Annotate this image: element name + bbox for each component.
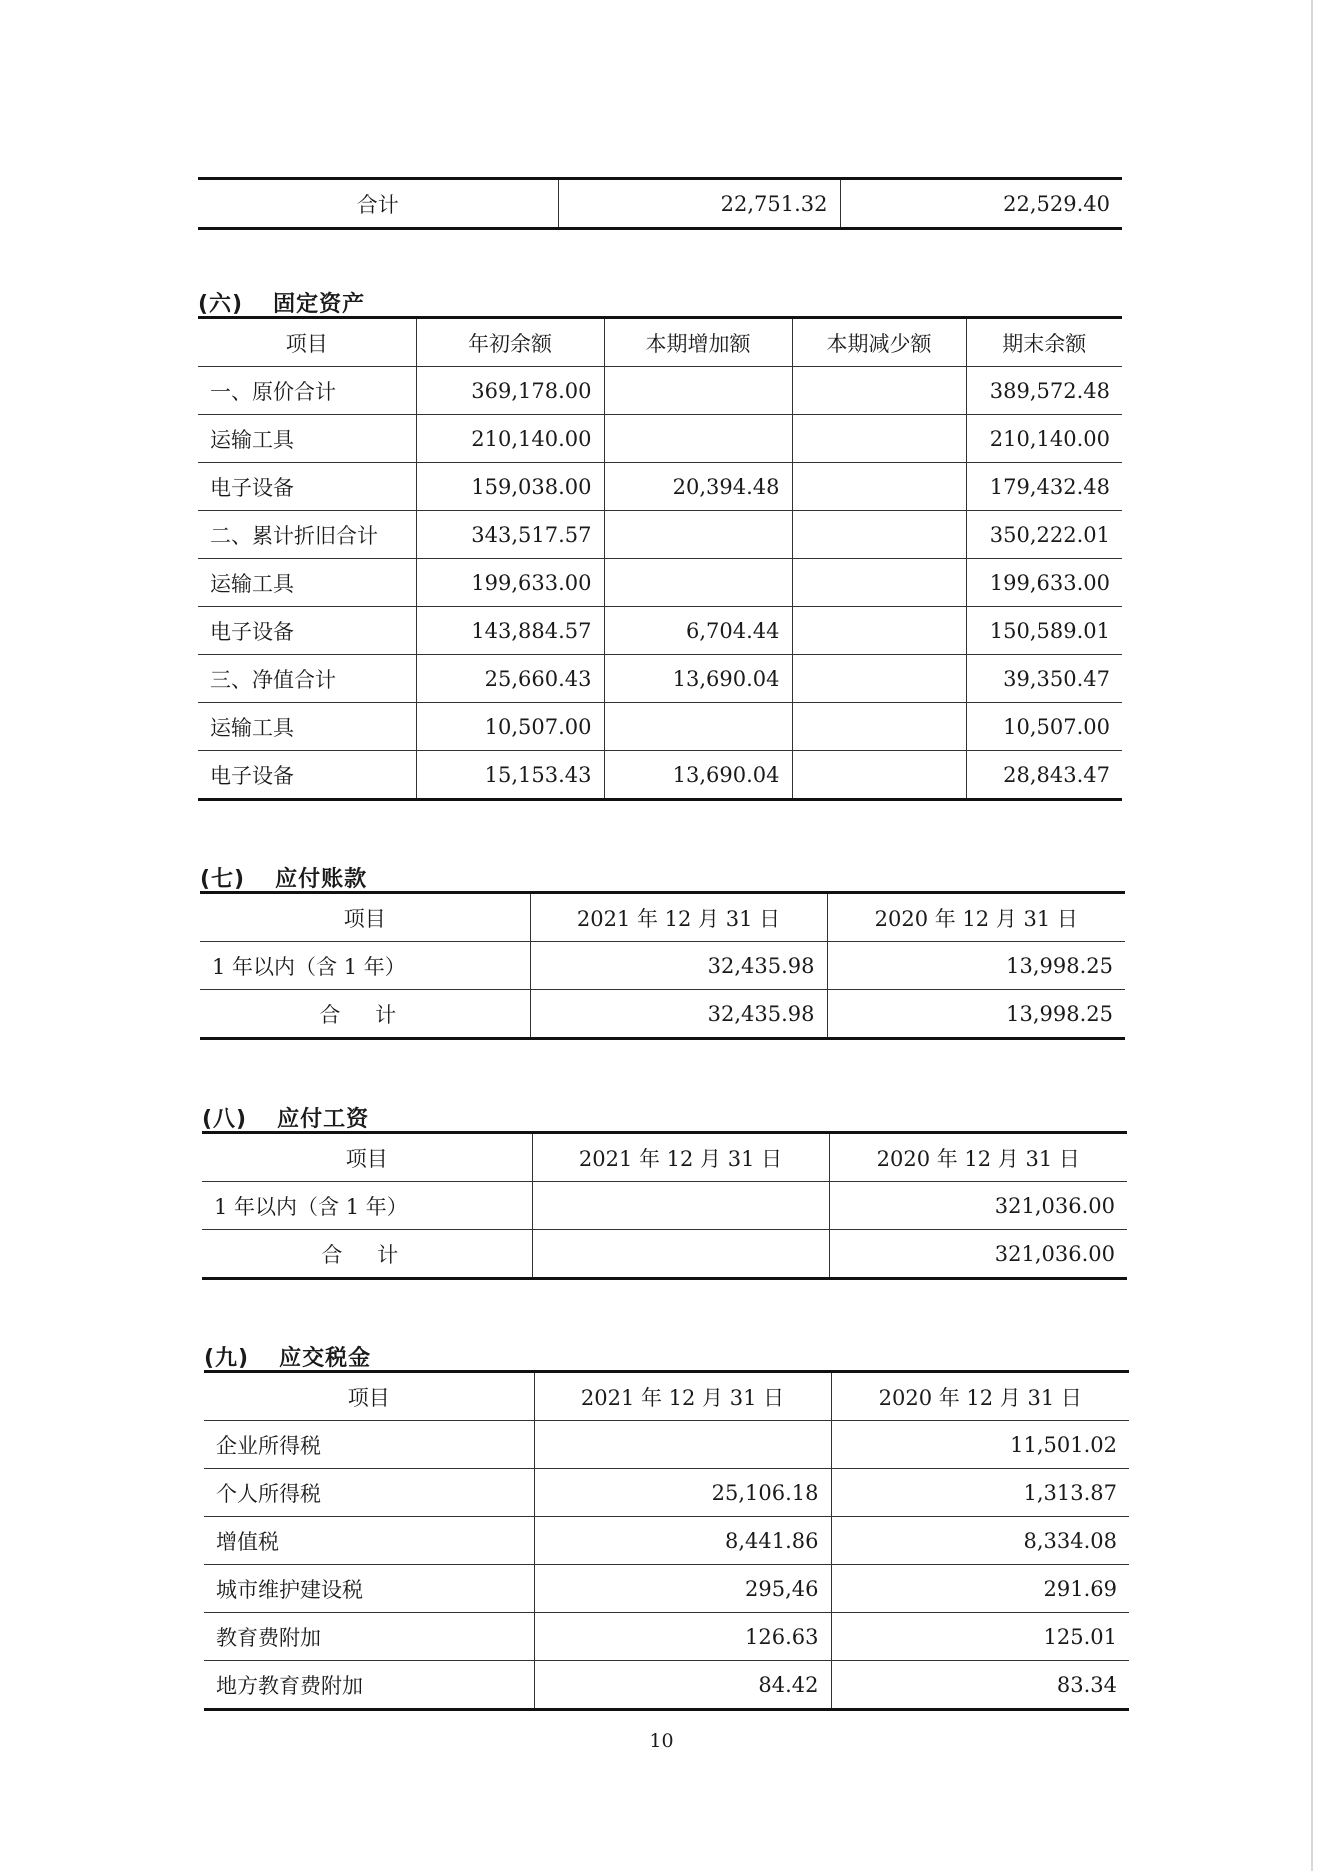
column-header: 年初余额 (416, 318, 604, 367)
row-label: 个人所得税 (204, 1469, 534, 1517)
column-header: 2021 年 12 月 31 日 (530, 893, 827, 942)
table-row (202, 1182, 1127, 1230)
cell-value: 8,441.86 (534, 1517, 831, 1565)
cell-value: 295,46 (534, 1565, 831, 1613)
taxes-payable-table (204, 1370, 1129, 1711)
section-heading: 应付工资 (277, 1107, 370, 1132)
cell-value (792, 607, 966, 655)
column-header: 项目 (204, 1372, 534, 1421)
table-header-row (204, 1372, 1129, 1421)
cell-value: 32,435.98 (530, 942, 827, 990)
column-header: 本期减少额 (792, 318, 966, 367)
cell-value (604, 703, 792, 751)
cell-value: 210,140.00 (416, 415, 604, 463)
page-edge-line (1311, 0, 1313, 1871)
cell-value: 32,435.98 (530, 990, 827, 1039)
cell-value: 15,153.43 (416, 751, 604, 800)
table-header-row (198, 318, 1122, 367)
total-value: 22,529.40 (840, 179, 1122, 229)
section-number: (九) (204, 1346, 250, 1371)
section-title-fixed-assets (198, 287, 365, 318)
section-number: (六) (198, 292, 244, 317)
cell-value: 125.01 (831, 1613, 1129, 1661)
row-label: 一、原价合计 (198, 367, 416, 415)
section-title-accounts-payable (200, 862, 367, 893)
cell-value: 11,501.02 (831, 1421, 1129, 1469)
table-row (198, 367, 1122, 415)
cell-value (532, 1182, 829, 1230)
section-heading: 固定资产 (273, 292, 366, 317)
accounts-payable-table (200, 891, 1125, 1040)
column-header: 期末余额 (966, 318, 1122, 367)
row-label: 电子设备 (198, 463, 416, 511)
cell-value: 6,704.44 (604, 607, 792, 655)
table-row (204, 1565, 1129, 1613)
table-row (198, 511, 1122, 559)
wages-payable-table (202, 1131, 1127, 1280)
cell-value: 143,884.57 (416, 607, 604, 655)
row-label: 1 年以内（含 1 年） (202, 1182, 532, 1230)
cell-value: 159,038.00 (416, 463, 604, 511)
table-row (204, 1469, 1129, 1517)
table-row (198, 655, 1122, 703)
row-label: 运输工具 (198, 703, 416, 751)
cell-value (532, 1230, 829, 1279)
table-row (198, 703, 1122, 751)
cell-value: 179,432.48 (966, 463, 1122, 511)
cell-value: 8,334.08 (831, 1517, 1129, 1565)
cell-value (792, 415, 966, 463)
cell-value: 343,517.57 (416, 511, 604, 559)
column-header: 项目 (202, 1133, 532, 1182)
row-label: 运输工具 (198, 559, 416, 607)
table-header-row (202, 1133, 1127, 1182)
table-header-row (200, 893, 1125, 942)
column-header: 项目 (200, 893, 530, 942)
cell-value: 39,350.47 (966, 655, 1122, 703)
cell-value: 199,633.00 (966, 559, 1122, 607)
table-row (204, 1613, 1129, 1661)
table-row (200, 990, 1125, 1039)
row-label: 城市维护建设税 (204, 1565, 534, 1613)
cell-value (792, 703, 966, 751)
cell-value: 25,106.18 (534, 1469, 831, 1517)
cell-value: 291.69 (831, 1565, 1129, 1613)
page-number: 10 (649, 1730, 674, 1752)
cell-value (792, 559, 966, 607)
prev-total-table (198, 177, 1122, 230)
cell-value (604, 415, 792, 463)
section-heading: 应交税金 (279, 1346, 372, 1371)
cell-value: 150,589.01 (966, 607, 1122, 655)
cell-value (604, 367, 792, 415)
row-label: 电子设备 (198, 751, 416, 800)
cell-value: 199,633.00 (416, 559, 604, 607)
table-row (198, 559, 1122, 607)
section-number: (八) (202, 1107, 248, 1132)
table-row (198, 463, 1122, 511)
cell-value: 210,140.00 (966, 415, 1122, 463)
table-row (204, 1421, 1129, 1469)
section-number: (七) (200, 867, 246, 892)
row-label: 三、净值合计 (198, 655, 416, 703)
column-header: 2021 年 12 月 31 日 (532, 1133, 829, 1182)
column-header: 2020 年 12 月 31 日 (829, 1133, 1127, 1182)
cell-value: 84.42 (534, 1661, 831, 1710)
cell-value: 321,036.00 (829, 1182, 1127, 1230)
cell-value (792, 463, 966, 511)
cell-value: 25,660.43 (416, 655, 604, 703)
table-row (198, 751, 1122, 800)
cell-value: 13,690.04 (604, 655, 792, 703)
cell-value: 10,507.00 (966, 703, 1122, 751)
cell-value: 10,507.00 (416, 703, 604, 751)
column-header: 2020 年 12 月 31 日 (827, 893, 1125, 942)
row-label: 企业所得税 (204, 1421, 534, 1469)
cell-value: 369,178.00 (416, 367, 604, 415)
row-label: 1 年以内（含 1 年） (200, 942, 530, 990)
cell-value: 1,313.87 (831, 1469, 1129, 1517)
cell-value (534, 1421, 831, 1469)
total-label: 合 计 (202, 1230, 532, 1279)
table-row (204, 1661, 1129, 1710)
table-row (198, 179, 1122, 229)
fixed-assets-table (198, 316, 1122, 801)
cell-value: 389,572.48 (966, 367, 1122, 415)
row-label: 地方教育费附加 (204, 1661, 534, 1710)
total-value: 22,751.32 (558, 179, 840, 229)
row-label: 教育费附加 (204, 1613, 534, 1661)
row-label: 增值税 (204, 1517, 534, 1565)
cell-value: 28,843.47 (966, 751, 1122, 800)
table-row (198, 415, 1122, 463)
cell-value (792, 655, 966, 703)
cell-value: 126.63 (534, 1613, 831, 1661)
column-header: 项目 (198, 318, 416, 367)
cell-value (792, 751, 966, 800)
total-label: 合计 (198, 179, 558, 229)
cell-value (604, 559, 792, 607)
cell-value: 13,998.25 (827, 942, 1125, 990)
cell-value: 13,998.25 (827, 990, 1125, 1039)
table-row (200, 942, 1125, 990)
table-row (202, 1230, 1127, 1279)
section-title-wages-payable (202, 1102, 369, 1133)
cell-value: 20,394.48 (604, 463, 792, 511)
column-header: 2021 年 12 月 31 日 (534, 1372, 831, 1421)
section-heading: 应付账款 (275, 867, 368, 892)
row-label: 电子设备 (198, 607, 416, 655)
cell-value (792, 511, 966, 559)
cell-value (792, 367, 966, 415)
cell-value: 13,690.04 (604, 751, 792, 800)
total-label: 合 计 (200, 990, 530, 1039)
cell-value: 321,036.00 (829, 1230, 1127, 1279)
table-row (198, 607, 1122, 655)
cell-value (604, 511, 792, 559)
cell-value: 83.34 (831, 1661, 1129, 1710)
row-label: 运输工具 (198, 415, 416, 463)
column-header: 本期增加额 (604, 318, 792, 367)
section-title-taxes-payable (204, 1341, 371, 1372)
column-header: 2020 年 12 月 31 日 (831, 1372, 1129, 1421)
table-row (204, 1517, 1129, 1565)
cell-value: 350,222.01 (966, 511, 1122, 559)
row-label: 二、累计折旧合计 (198, 511, 416, 559)
